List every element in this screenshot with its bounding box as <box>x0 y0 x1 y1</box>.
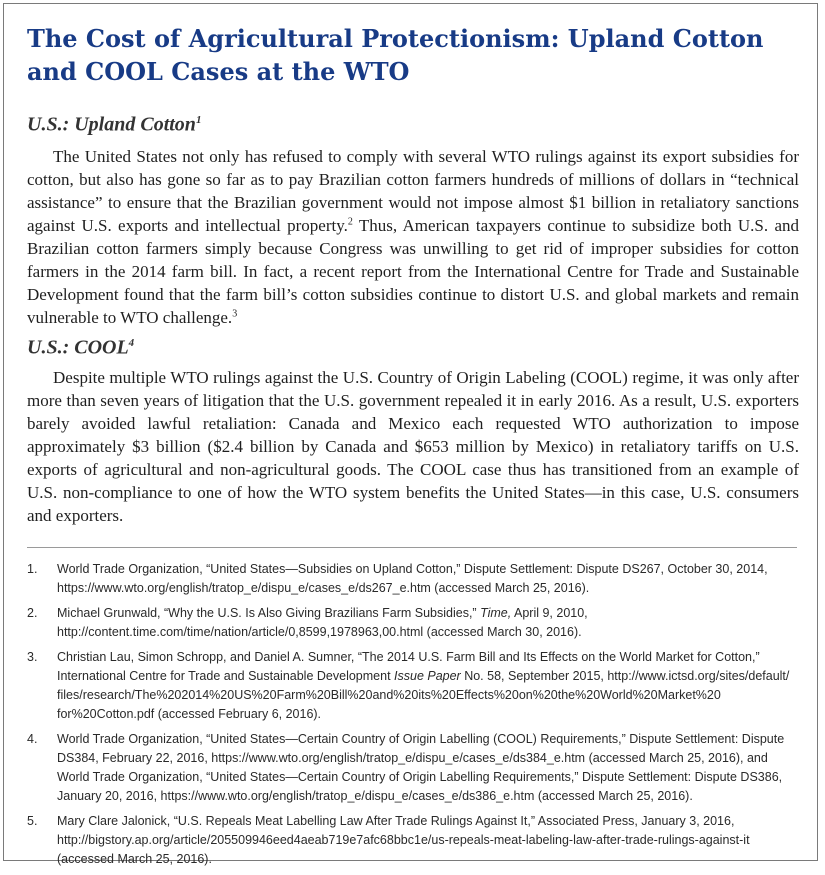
footnote-item <box>27 560 799 598</box>
footnote-item <box>27 604 799 642</box>
footnote-item <box>27 730 799 806</box>
footnote-number: 2. <box>27 606 38 620</box>
paragraph-upland-cotton <box>27 145 799 329</box>
footnote-italic-text: Time, <box>480 606 512 620</box>
footnote-text: World Trade Organization, “United States—Certain Country of Origin Labelling (COOL) Requirements,” Dispute Settlement: Dispute DS384, February 22, 2016, https://www.wto.org/english/tratop_e/dispu_e/cases_e/ds384_e.htm (accessed March 25, 2016), and World Trade Organization, “United States—Certain Country of Origin Labelling Requirements,” Dispute Settlement: Dispute DS386, January 20, 2016, https://www.wto.org/english/tratop_e/dispu_e/cases_e/ds386_e.htm (accessed March 25, 2016). <box>57 732 788 803</box>
footnote-text: Michael Grunwald, “Why the U.S. Is Also Giving Brazilians Farm Subsidies,” <box>57 606 481 620</box>
footnote-divider <box>27 547 797 548</box>
footnote-number: 5. <box>27 814 38 828</box>
section-heading-cool <box>27 331 134 360</box>
footnote-ref: 2 <box>347 216 353 228</box>
footnote-text: Christian Lau, Simon Schropp, and Daniel A. Sumner, “The 2014 U.S. Farm Bill and Its Effects on the World Market for Cotton,” International Centre for Trade and Sustainable Development <box>57 650 760 683</box>
paragraph-text: Thus, American taxpayers continue to subsidize both U.S. and Brazilian cotton farmers simply because Congress was unwilling to get rid of improper subsidies for cotton farmers in the 2014 farm bill. In fact, a recent report from the International Centre for Trade and Sustainable Development found that the farm bill’s cotton subsidies continue to distort U.S. and global markets and remain vulnerable to WTO challenge. <box>27 216 799 327</box>
box-title: The Cost of Agricultural Protectionism: Upland Cotton and COOL Cases at the WTO <box>27 24 764 86</box>
footnote-ref: 4 <box>128 337 135 349</box>
paragraph-text: The United States not only has refused to comply with several WTO rulings against its export subsidies for cotton, but also has gone so far as to pay Brazilian cotton farmers hundreds of millions of dollars in “technical assistance” to ensure that the Brazilian government would not impose almost $1 billion in retaliatory sanctions against U.S. exports and intellectual property. <box>27 147 799 235</box>
footnote-text: Mary Clare Jalonick, “U.S. Repeals Meat Labelling Law After Trade Rulings Against It,” Associated Press, January 3, 2016, http://bigstory.ap.org/article/205509946eed4aeab719e7afc68bbc1e/us-repeals-meat-labeling-law-after-trade-rulings-against-it (accessed March 25, 2016). <box>57 814 750 866</box>
sidebar-box <box>3 3 818 866</box>
footnote-number: 4. <box>27 732 38 746</box>
footnote-italic-text: Issue Paper <box>394 669 461 683</box>
footnote-list <box>27 560 799 875</box>
footnote-text: April 9, 2010, http://content.time.com/time/nation/article/0,8599,1978963,00.html (accessed March 30, 2016). <box>57 606 592 639</box>
footnote-text: No. 58, September 2015, http://www.ictsd.org/sites/default/ files/research/The%202014%20US%20Farm%20Bill%20and%20its%20Effects%20on%20the%20World%20Market%20 for%20Cotton.pdf (accessed February 6, 2016). <box>57 669 790 721</box>
footnote-text: World Trade Organization, “United States—Subsidies on Upland Cotton,” Dispute Settlement: Dispute DS267, October 30, 2014, https://www.wto.org/english/tratop_e/dispu_e/cases_e/ds267_e.htm (accessed March 25, 2016). <box>57 562 772 595</box>
section-heading-upland-cotton <box>27 108 201 137</box>
paragraph-cool <box>27 366 799 527</box>
footnote-ref: 1 <box>195 114 202 126</box>
section-heading-text: U.S.: COOL <box>27 336 129 359</box>
footnote-ref: 3 <box>232 308 238 320</box>
footnote-item <box>27 648 799 724</box>
footnote-number: 1. <box>27 562 38 576</box>
footnote-item <box>27 812 799 869</box>
paragraph-text: Despite multiple WTO rulings against the U.S. Country of Origin Labeling (COOL) regime, it was only after more than seven years of litigation that the U.S. government repealed it in early 2016. As a result, U.S. exporters barely avoided lawful retaliation: Canada and Mexico each requested WTO authorization to impose approximately $3 billion ($2.4 billion by Canada and $653 million by Mexico) in retaliatory tariffs on U.S. exports of agricultural and non-agricultural goods. The COOL case thus has transitioned from an example of U.S. non-compliance to one of how the WTO system benefits the United States—in this case, U.S. consumers and exporters. <box>27 368 799 525</box>
footnote-number: 3. <box>27 650 38 664</box>
section-heading-text: U.S.: Upland Cotton <box>27 113 196 136</box>
